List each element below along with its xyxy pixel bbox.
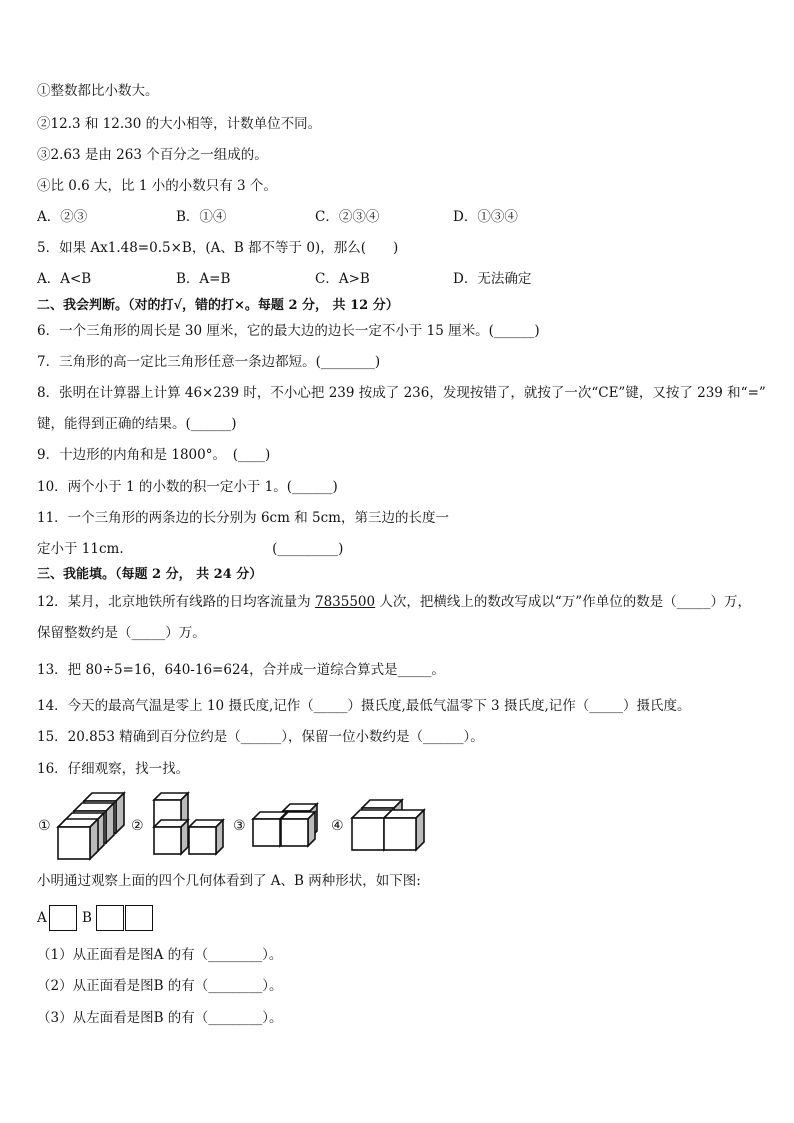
q4-option-d: D．①③④	[453, 209, 518, 225]
statement-1: ①整数都比小数大。	[37, 83, 159, 99]
shape-label-a: A	[37, 910, 47, 926]
q7: 7．三角形的高一定比三角形任意一条边都短。(________)	[37, 354, 381, 370]
q8-line-1: 8．张明在计算器上计算 46×239 时，不小心把 239 按成了 236，发现按错了，就按了一次“CE”键，又按了 239 和“=”	[37, 385, 766, 401]
q5-stem: 5．如果 Ax1.48=0.5×B，(A、B 都不等于 0)，那么( )	[37, 240, 399, 256]
section-2-heading: 二、我会判断。（对的打√，错的打×。每题 2 分， 共 12 分）	[37, 298, 399, 313]
q11-line-2: 定小于 11cm. (_________)	[37, 541, 344, 557]
section-3-heading: 三、我能填。（每题 2 分， 共 24 分）	[37, 567, 263, 582]
q15: 15．20.853 精确到百分位约是（______），保留一位小数约是（______）。	[37, 729, 484, 745]
figure-label-4: ④	[331, 818, 344, 834]
q5-option-a: A．A<B	[37, 271, 92, 287]
figure-1-cubes	[58, 793, 124, 859]
q10: 10．两个小于 1 的小数的积一定小于 1。(______)	[37, 479, 338, 495]
subquestion-1: （1）从正面看是图A 的有（________）。	[37, 947, 283, 963]
q11-line-1: 11．一个三角形的两条边的长分别为 6cm 和 5cm，第三边的长度一	[37, 510, 449, 526]
q13: 13．把 80÷5=16，640-16=624，合并成一道综合算式是_____。	[37, 662, 445, 678]
q8-line-2: 键，能得到正确的结果。(______)	[37, 416, 237, 432]
q6: 6．一个三角形的周长是 30 厘米，它的最大边的边长一定不小于 15 厘米。(______)	[37, 323, 540, 339]
figure-4-cubes	[352, 800, 424, 850]
figure-3-cubes	[253, 804, 317, 846]
q16-description: 小明通过观察上面的四个几何体看到了 A、B 两种形状，如下图:	[37, 873, 421, 889]
q16: 16．仔细观察，找一找。	[37, 761, 190, 777]
shape-a-square	[49, 905, 77, 931]
cube-figures	[30, 790, 430, 862]
q4-option-b: B．①④	[176, 209, 227, 225]
figure-2-cubes	[154, 793, 223, 854]
q12-underlined-number: 7835500	[314, 594, 376, 610]
shape-label-b: B	[82, 910, 92, 926]
q4-option-a: A．②③	[37, 209, 88, 225]
shape-b-square-2	[125, 905, 153, 931]
q5-option-b: B．A=B	[176, 271, 231, 287]
figure-label-1: ①	[38, 818, 51, 834]
statement-4: ④比 0.6 大，比 1 小的小数只有 3 个。	[37, 178, 277, 194]
subquestion-3: （3）从左面看是图B 的有（________）。	[37, 1010, 283, 1026]
q5-option-d: D．无法确定	[453, 271, 532, 287]
subquestion-2: （2）从正面看是图B 的有（________）。	[37, 978, 283, 994]
figure-label-3: ③	[233, 818, 246, 834]
statement-3: ③2.63 是由 263 个百分之一组成的。	[37, 147, 268, 163]
q4-option-c: C．②③④	[315, 209, 380, 225]
q12-text-b: 人次，把横线上的数改写成以“万”作单位的数是（_____）万，	[375, 594, 751, 610]
shape-b-square-1	[96, 905, 124, 931]
figure-label-2: ②	[131, 818, 144, 834]
statement-2: ②12.3 和 12.30 的大小相等，计数单位不同。	[37, 116, 322, 132]
q12-line-1	[37, 593, 751, 611]
q9: 9．十边形的内角和是 1800°。 (____)	[37, 447, 271, 463]
q12-text-a: 12．某月，北京地铁所有线路的日均客流量为	[37, 594, 315, 610]
q14: 14．今天的最高气温是零上 10 摄氏度,记作（_____）摄氏度,最低气温零下 3 摄氏度,记作（_____）摄氏度。	[37, 698, 691, 714]
q12-line-2: 保留整数约是（_____）万。	[37, 625, 206, 641]
q5-option-c: C．A>B	[315, 271, 370, 287]
